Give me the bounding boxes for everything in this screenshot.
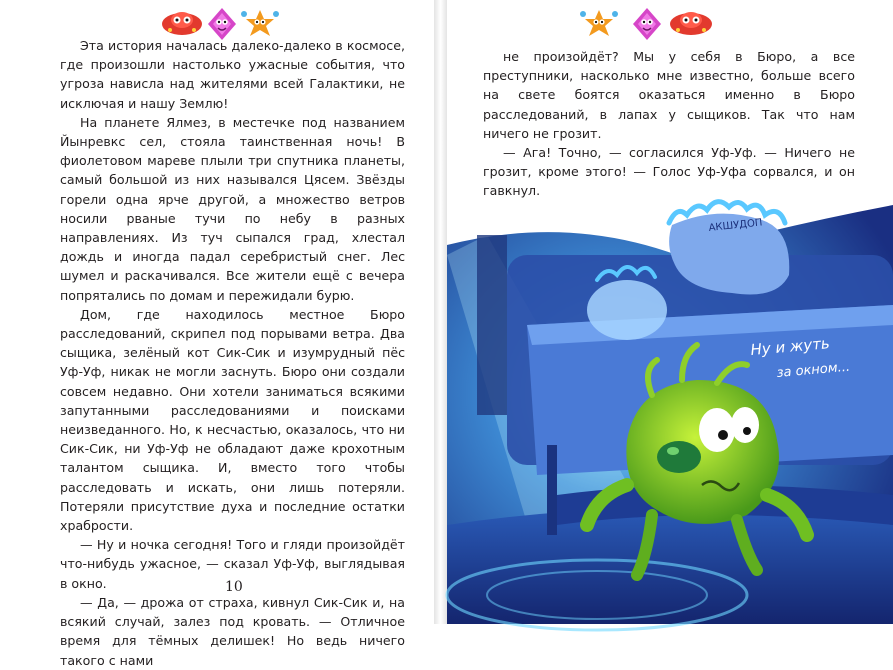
pillow-label: АКШУДОП [708,217,763,234]
speech-caption [747,335,887,385]
paragraph: Дом, где находилось местное Бюро расследований, скрипел под порывами ветра. Два сыщика, зелёный кот Сик-Сик и изумрудный пёс Уф-Уф, никак не могли заснуть. Бюро они создали совсем недавно. Они хотели заниматься всякими запутанными расследованиями и поисками неизведанного. Но, к несчастью, оказалось, что ни Сик-Сик, ни Уф-Уф не обладают даже крохотным талантом сыщика. И, вместо того чтобы расследовать и искать, они лишь потеряли. Потеряли присутствие духа и последние остатки храбрости. [60,306,405,534]
monster-decoration-icon [577,4,717,44]
book-gutter [434,0,447,624]
paragraph: Эта история началась далеко-далеко в космосе, где произошли настолько ужасные события, что угроза нависла над жителями всей Галактики, не исключая и нашу Землю! [60,38,405,111]
paragraph: не произойдёт? Мы у себя в Бюро, а все преступники, насколько мне известно, больше всего на свете боятся оказаться именно в Бюро расследований, в лапах у сыщиков. Так что нам ничего не грозит. [483,49,855,141]
bedroom-illustration [447,195,893,624]
right-text-block [483,47,855,201]
paragraph: — Да, — дрожа от страха, кивнул Сик-Сик и, на всякий случай, залез под кровать. — Отличное время для тёмных делишек! Но ведь ничего такого с нами [60,594,405,668]
round-pillow [587,280,667,340]
left-page [0,0,434,668]
speech-line-1: Ну и жуть [749,334,831,359]
paragraph: — Ну и ночка сегодня! Того и гляди произойдёт что-нибудь ужасное, — сказал Уф-Уф, выглядывая в окно. [60,537,405,591]
speech-line-2: за окном... [776,359,851,381]
red-ufo-monster-icon [670,12,712,35]
window-frame [477,235,507,415]
creature-nose-icon [657,441,701,473]
right-page [447,0,893,624]
left-text-block [60,36,405,670]
paragraph: — Ага! Точно, — согласился Уф-Уф. — Ничего не грозит, кроме этого! — Голос Уф-Уфа сорвался, и он гавкнул. [483,145,855,199]
pink-diamond-monster-icon [633,8,661,40]
red-ufo-monster-icon [162,12,202,35]
orange-star-monster-icon [580,10,618,36]
page-number: 10 [225,579,243,595]
orange-star-monster-icon [241,10,279,36]
paragraph: На планете Ялмез, в местечке под названием Йынревкс сел, стояла таинственная ночь! В фиолетовом мареве плыли три спутника планеты, самый большой из них назывался Цясем. Звёзды горели одна ярче другой, а множество ветров носили рваные тучи по небу в разных направлениях. Из туч сыпался град, хлестал дождь и иногда падал серебристый снег. Лес шумел и раскачивался. Все жители ещё с вечера попрятались по домам и пережидали бурю. [60,114,405,303]
